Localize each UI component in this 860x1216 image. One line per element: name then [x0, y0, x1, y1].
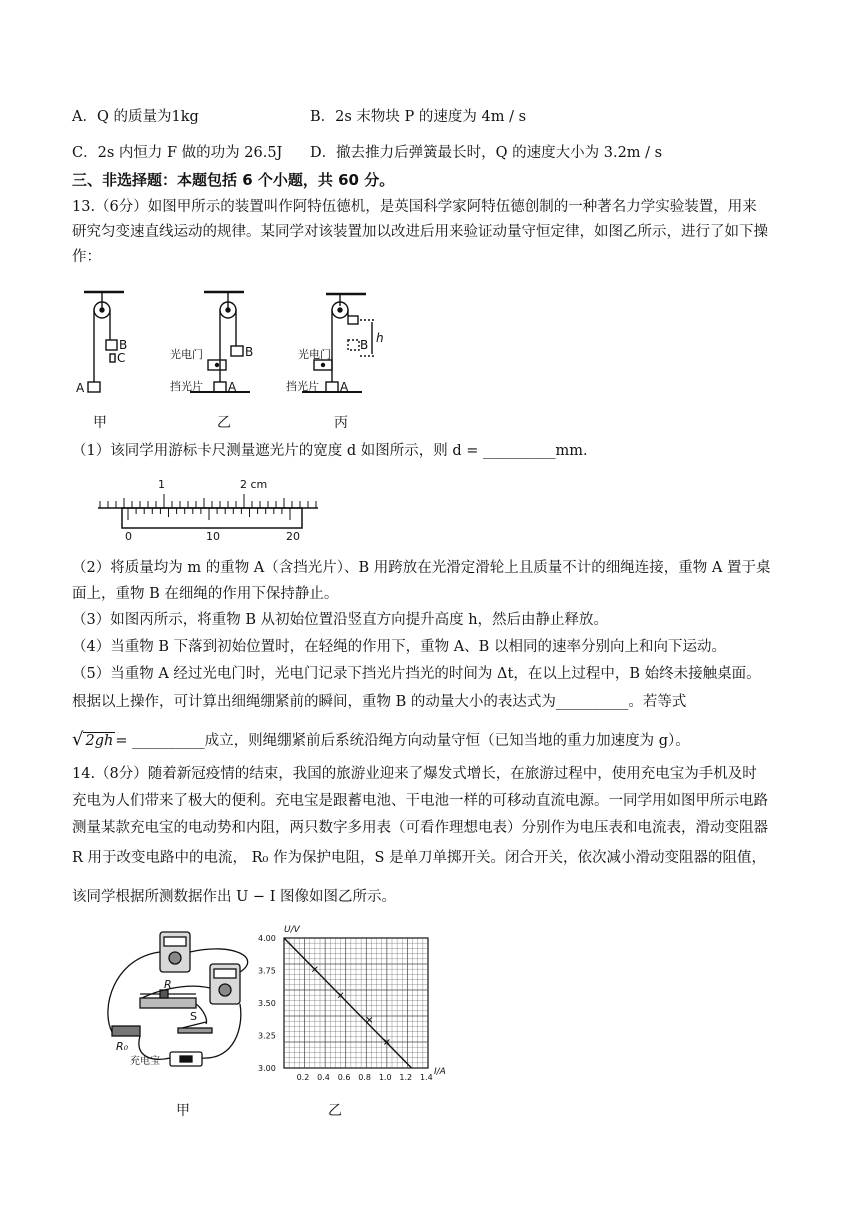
option-c: C．2s 内恒力 F 做的功为 26.5J: [72, 145, 283, 161]
q13-intro-line2: 研究匀变速直线运动的规律。某同学对该装置加以改进后用来验证动量守恒定律，如图乙所示，进行了如下操: [72, 224, 768, 240]
caption-yi-13: 乙: [217, 415, 231, 431]
circuit-label-r0: R₀: [116, 1040, 129, 1053]
q13-part5-line3: [72, 730, 690, 751]
q13-part1: （1）该同学用游标卡尺测量遮光片的宽度 d 如图所示，则 d = __________mm．: [72, 443, 598, 459]
caliper-vernier-20: 20: [286, 530, 300, 543]
q14-line2: 充电为人们带来了极大的便利。充电宝是跟蓄电池、干电池一样的可移动直流电源。一同学用如图甲所示电路: [72, 793, 768, 809]
q14-line4: R 用于改变电路中的电流， R₀ 作为保护电阻，S 是单刀单掷开关。闭合开关，依次减小滑动变阻器的阻值，: [72, 850, 767, 866]
caption-jia-14: 甲: [176, 1103, 190, 1119]
vernier-caliper: [94, 474, 322, 546]
y-tick-label: 3.75: [258, 966, 276, 976]
x-tick-label: 0.4: [317, 1073, 330, 1082]
x-tick-label: 0.8: [358, 1073, 372, 1082]
label-shade-bing: 挡光片: [286, 380, 319, 393]
u-i-chart: [248, 922, 464, 1090]
label-gate-yi: 光电门: [170, 348, 203, 361]
x-tick-label: 0.2: [296, 1073, 310, 1082]
circuit-figure: [94, 928, 266, 1080]
label-gate-bing: 光电门: [298, 348, 331, 361]
y-axis-label: U/V: [284, 925, 300, 935]
label-h-bing: h: [376, 331, 384, 345]
section-heading: 三、非选择题：本题包括 6 个小题，共 60 分。: [72, 171, 395, 189]
q13-part2-line1: （2）将质量均为 m 的重物 A（含挡光片）、B 用跨放在光滑定滑轮上且质量不计的细绳连接，重物 A 置于桌: [72, 560, 771, 576]
q13-part2-line2: 面上，重物 B 在细绳的作用下保持静止。: [72, 586, 339, 602]
y-tick-label: 4.00: [258, 934, 276, 943]
sqrt-sign: √: [72, 729, 84, 750]
sqrt-radicand: 2gh: [85, 733, 114, 749]
caliper-main-2: 2 cm: [240, 478, 268, 491]
q13-part5-line1: （5）当重物 A 经过光电门时，光电门记录下挡光片挡光的时间为 Δt，在以上过程中，B 始终未接触桌面。: [72, 666, 761, 682]
option-b: B．2s 末物块 P 的速度为 4m / s: [310, 109, 527, 125]
q13-part5-line3-rest: = __________成立，则绳绷紧前后系统沿绳方向动量守恒（已知当地的重力加速度为 g）。: [115, 733, 690, 749]
x-tick-label: 1.2: [399, 1073, 413, 1082]
q14-line1: 14.（8分）随着新冠疫情的结束，我国的旅游业迎来了爆发式增长，在旅游过程中，使用充电宝为手机及时: [72, 766, 757, 782]
caliper-vernier-10: 10: [206, 530, 220, 543]
label-b-jia: B: [119, 338, 128, 352]
y-tick-label: 3.50: [258, 999, 276, 1008]
q13-intro-line1: 13.（6分）如图甲所示的装置叫作阿特伍德机，是英国科学家阿特伍德创制的一种著名力学实验装置，用来: [72, 199, 757, 215]
q13-part5-line2: 根据以上操作，可计算出细绳绷紧前的瞬间，重物 B 的动量大小的表达式为__________。若等式: [72, 694, 687, 710]
x-axis-label: I/A: [434, 1067, 446, 1077]
circuit-label-r: R: [164, 978, 172, 991]
q13-part4: （4）当重物 B 下落到初始位置时，在轻绳的作用下，重物 A、B 以相同的速率分别向上和向下运动。: [72, 639, 726, 655]
option-a: A．Q 的质量为1kg: [72, 109, 199, 125]
caption-yi-14: 乙: [328, 1103, 342, 1119]
x-tick-label: 0.6: [337, 1073, 351, 1082]
caliper-main-1: 1: [158, 478, 165, 491]
x-tick-label: 1.4: [420, 1073, 433, 1082]
caliper-vernier-0: 0: [125, 530, 132, 543]
q14-line3: 测量某款充电宝的电动势和内阻，两只数字多用表（可看作理想电表）分别作为电压表和电流表，滑动变阻器: [72, 820, 768, 836]
q13-part3: （3）如图丙所示，将重物 B 从初始位置沿竖直方向提升高度 h，然后由静止释放。: [72, 612, 609, 628]
y-tick-label: 3.00: [258, 1064, 276, 1073]
label-shade-yi: 挡光片: [170, 380, 203, 393]
caption-jia-13: 甲: [93, 415, 107, 431]
label-b-yi: B: [245, 345, 254, 359]
q14-line5: 该同学根据所测数据作出 U − I 图像如图乙所示。: [72, 889, 397, 905]
caption-bing-13: 丙: [334, 415, 348, 431]
x-tick-label: 1.0: [378, 1073, 392, 1082]
y-tick-label: 3.25: [258, 1031, 276, 1041]
label-c-jia: C: [117, 351, 126, 365]
q13-intro-line3: 作：: [72, 249, 101, 265]
atwood-machine-figures: [70, 282, 390, 432]
circuit-label-s: S: [190, 1010, 197, 1023]
circuit-label-battery: 充电宝: [130, 1056, 160, 1067]
label-b-bing: B: [360, 338, 369, 352]
label-a-jia: A: [76, 381, 85, 395]
label-a-bing: A: [340, 380, 349, 394]
option-d: D．撤去推力后弹簧最长时，Q 的速度大小为 3.2m / s: [310, 145, 663, 161]
label-a-yi: A: [228, 380, 237, 394]
